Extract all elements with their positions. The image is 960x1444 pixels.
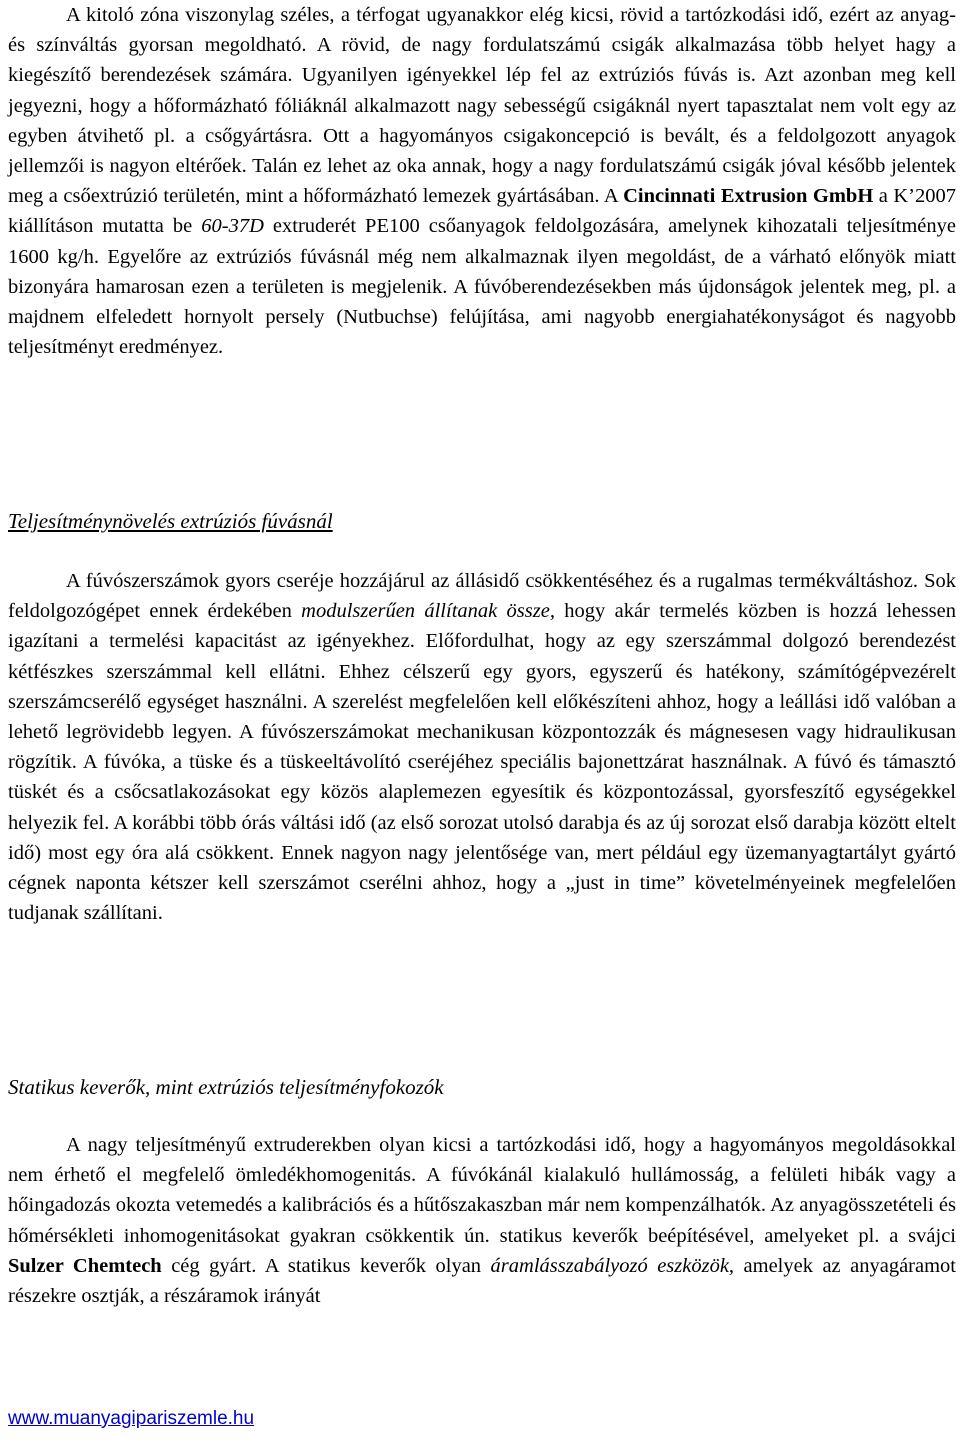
footer-website-link[interactable]: www.muanyagipariszemle.hu — [8, 1408, 255, 1429]
paragraph-text: A fúvószerszámok gyors cseréje hozzájárul az állásidő csökkentéséhez és a rugalmas termékváltáshoz. Sok feldolgozógépet ennek érdekében — [8, 570, 956, 623]
emphasis-text: áramlásszabályozó eszközök, — [490, 1254, 735, 1277]
company-name: Cincinnati Extrusion GmbH — [623, 185, 874, 208]
paragraph-text: A kitoló zóna viszonylag széles, a térfogat ugyanakkor elég kicsi, rövid a tartózkodási idő, ezért az anyag- és színváltás gyorsan megoldható. A rövid, de nagy fordulatszámú csigák alkalmazása több helyet hagy a kiegészítő berendezések számára. Ugyanilyen igényekkel lép fel az extrúziós fúvás is. Azt azonban meg kell jegyezni, hogy a hőformázható fóliáknál alkalmazott nagy sebességű csigáknál nyert tapasztalat nem volt egy az egyben átvihető pl. a csőgyártásra. Ott a hagyományos csigakoncepció is bevált, és a feldolgozott anyagok jellemzői is nagyon eltérőek. Talán ez lehet az oka annak, hogy a nagy fordulatszámú csigák jóval később jelentek meg a csőextrúzió területén, mint a hőformázható lemezek gyártásában. A — [8, 4, 956, 208]
paragraph-tool-change — [8, 566, 956, 928]
section-heading-static-mixers: Statikus keverők, mint extrúziós teljesítményfokozók — [8, 1075, 444, 1099]
section-heading-performance: Teljesítménynövelés extrúziós fúvásnál — [8, 509, 333, 533]
paragraph-extrusion-screws — [8, 0, 956, 362]
paragraph-text: A nagy teljesítményű extruderekben olyan kicsi a tartózkodási idő, hogy a hagyományos megoldásokkal nem érhető el megfelelő ömledékhomogenitás. A fúvókánál kialakuló hullámosság, a felületi hibák vagy a hőingadozás okozta vetemedés a kalibrációs és a hűtőszakaszban már nem kompenzálhatók. Az anyagösszetételi és hőmérsékleti inhomogenitásokat gyakran csökkentik ún. statikus keverők beépítésével, amelyeket pl. a svájci — [8, 1134, 956, 1247]
paragraph-text: a K’2007 kiállításon mutatta be — [8, 185, 957, 238]
paragraph-text: extruderét PE100 csőanyagok feldolgozására, amelynek kihozatali teljesítménye 1600 kg/h. Egyelőre az extrúziós fúvásnál még nem alkalmaznak ilyen megoldást, de a várható előnyök miatt bizonyára hamarosan ezen a területen is megjelenik. A fúvóberendezésekben más újdonságok jelentek meg, pl. a majdnem elfeledett hornyolt persely (Nutbuchse) felújítása, ami nagyobb energiahatékonyságot és nagyobb teljesítményt eredményez. — [8, 215, 957, 359]
emphasis-text: modulszerűen állítanak össze, — [301, 600, 555, 623]
paragraph-text: hogy akár termelés közben is hozzá lehessen igazítani a termelési kapacitást az igényekhez. Előfordulhat, hogy az egy szerszámmal dolgozó berendezést kétfészkes szerszámmal kell ellátni. Ehhez célszerű egy gyors, egyszerű és hatékony, számítógépvezérelt szerszámcserélő egységet használni. A szerelést megfelelően kell előkészíteni ahhoz, hogy a leállási idő valóban a lehető legrövidebb legyen. A fúvószerszámokat mechanikusan központozzák és mágnesesen vagy hidraulikusan rögzítik. A fúvóka, a tüske és a tüskeeltávolító cseréjéhez speciális bajonettzárat használnak. A fúvó és támasztó tüskét és a csőcsatlakozásokat egy közös alaplemezen egyesítik és központozással, gyorsfeszítő egységekkel helyezik fel. A korábbi több órás váltási idő (az első sorozat utolsó darabja és az új sorozat első darabja között eltelt idő) most egy óra alá csökkent. Ennek nagyon nagy jelentősége van, mert például egy üzemanyagtartályt gyártó cégnek naponta kétszer kell szerszámot cserélni ahhoz, hogy a „just in time” követelményeinek megfelelően tudjanak szállítani. — [8, 600, 957, 925]
model-number: 60-37D — [201, 215, 264, 238]
paragraph-static-mixers — [8, 1130, 956, 1311]
paragraph-text: cég gyárt. A statikus keverők olyan — [161, 1254, 491, 1277]
company-name: Sulzer Chemtech — [8, 1254, 162, 1277]
paragraph-text: amelyek az anyagáramot részekre osztják, a részáramok irányát — [8, 1254, 957, 1308]
